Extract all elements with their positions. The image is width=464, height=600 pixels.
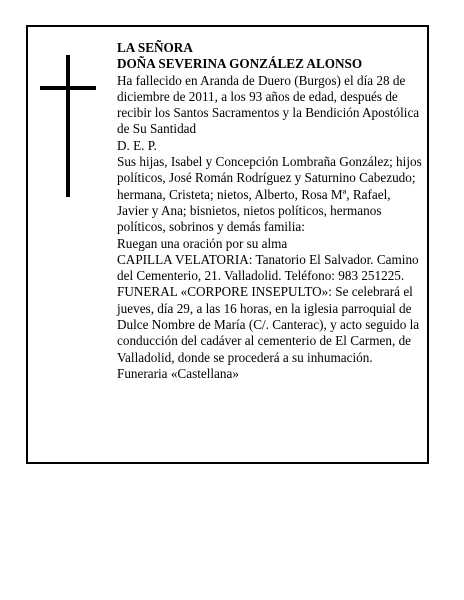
prayer-request: Ruegan una oración por su alma (117, 235, 288, 251)
cross-horizontal-bar (40, 86, 96, 90)
chapel-paragraph: CAPILLA VELATORIA: Tanatorio El Salvador. Camino del Cementerio, 21. Valladolid. Teléfono: 983 251225. (117, 251, 419, 284)
funeral-paragraph: FUNERAL «CORPORE INSEPULTO»: Se celebrará el jueves, día 29, a las 16 horas, en la iglesia parroquial de Dulce Nombre de María (C/. Canterac), y acto seguido la conducción del cadáver al cementerio de El Carmen, de Valladolid, donde se procederá a su inhumación. (117, 284, 420, 365)
family-paragraph: Sus hijas, Isabel y Concepción Lombraña González; hijos políticos, José Román Rodríguez y Saturnino Cabezudo; hermana, Cristeta; nietos, Alberto, Rosa Mª, Rafael, Javier y Ana; bisnietos, nietos políticos, hermanos políticos, sobrinos y demás familia: (117, 154, 422, 235)
notice-text (117, 40, 425, 382)
rip-line: D. E. P. (117, 137, 157, 153)
obituary-notice (26, 25, 429, 464)
deceased-name: DOÑA SEVERINA GONZÁLEZ ALONSO (117, 56, 363, 72)
title-line-1: LA SEÑORA (117, 40, 193, 55)
funeral-home: Funeraria «Castellana» (117, 365, 239, 381)
death-paragraph: Ha fallecido en Aranda de Duero (Burgos) el día 28 de diciembre de 2011, a los 93 años de edad, después de recibir los Santos Sacramentos y la Bendición Apostólica de Su Santidad (117, 72, 420, 137)
cross-vertical-bar (66, 55, 70, 197)
